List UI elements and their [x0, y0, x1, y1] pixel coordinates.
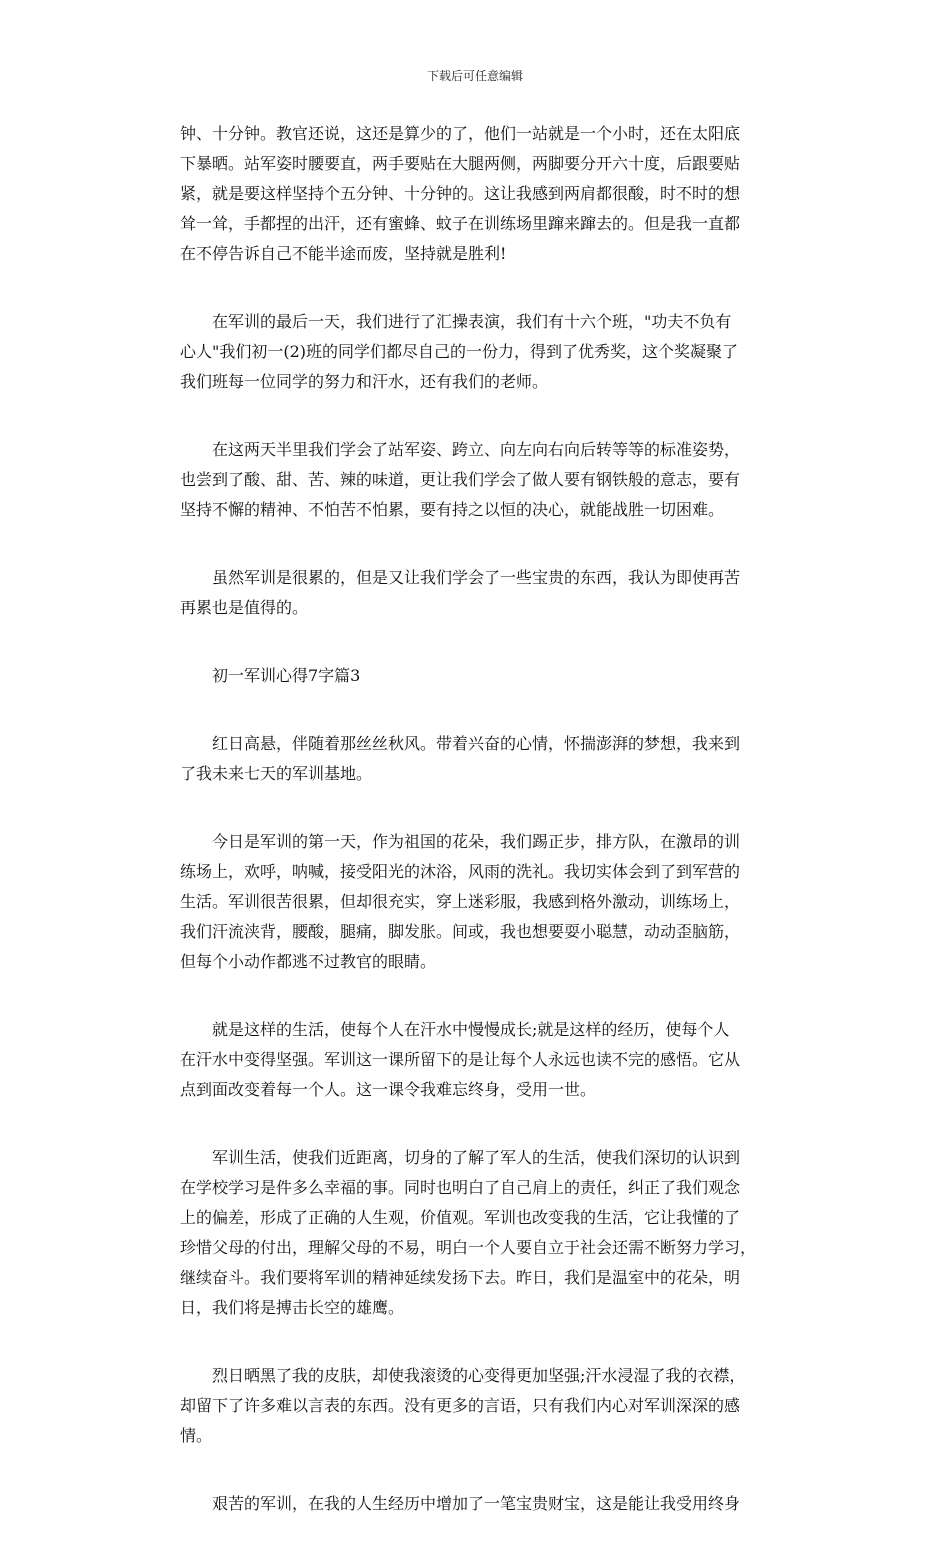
text-line: 我们汗流浃背，腰酸，腿痛，脚发胀。间或，我也想要耍小聪慧，动动歪脑筋， [180, 922, 741, 941]
text-line: 我们班每一位同学的努力和汗水，还有我们的老师。 [180, 372, 549, 391]
text-line: 初一军训心得7字篇3 [212, 666, 361, 685]
text-line: 在不停告诉自己不能半途而废，坚持就是胜利! [180, 244, 507, 263]
text-line: 下暴晒。站军姿时腰要直，两手要贴在大腿两侧，两脚要分开六十度，后跟要贴 [180, 154, 741, 173]
text-line: 在汗水中变得坚强。军训这一课所留下的是让每个人永远也读不完的感悟。它从 [180, 1050, 741, 1069]
text-line: 了我未来七天的军训基地。 [180, 764, 373, 783]
text-line: 烈日晒黑了我的皮肤，却使我滚烫的心变得更加坚强;汗水浸湿了我的衣襟， [212, 1366, 746, 1385]
text-line: 点到面改变着每一个人。这一课令我难忘终身，受用一世。 [180, 1080, 597, 1099]
text-line: 在这两天半里我们学会了站军姿、跨立、向左向右向后转等等的标准姿势， [212, 440, 741, 459]
text-line: 继续奋斗。我们要将军训的精神延续发扬下去。昨日，我们是温室中的花朵，明 [180, 1268, 741, 1287]
paragraph [180, 307, 774, 397]
paragraph [180, 827, 774, 977]
text-line: 上的偏差，形成了正确的人生观，价值观。军训也改变我的生活，它让我懂的了 [180, 1208, 741, 1227]
document-body [180, 119, 774, 1557]
text-line: 却留下了许多难以言表的东西。没有更多的言语，只有我们内心对军训深深的感 [180, 1396, 741, 1415]
paragraph [180, 119, 774, 269]
text-line: 军训生活，使我们近距离，切身的了解了军人的生活，使我们深切的认识到 [212, 1148, 741, 1167]
section-heading [180, 661, 774, 691]
page-header [0, 68, 950, 84]
paragraph [180, 563, 774, 623]
paragraph [180, 1143, 774, 1323]
paragraph [180, 1361, 774, 1451]
text-line: 也尝到了酸、甜、苦、辣的味道，更让我们学会了做人要有钢铁般的意志，要有 [180, 470, 741, 489]
text-line: 钟、十分钟。教官还说，这还是算少的了，他们一站就是一个小时，还在太阳底 [180, 124, 741, 143]
paragraph [180, 1489, 774, 1519]
text-line: 日，我们将是搏击长空的雄鹰。 [180, 1298, 405, 1317]
text-line: 生活。军训很苦很累，但却很充实，穿上迷彩服，我感到格外激动，训练场上， [180, 892, 741, 911]
text-line: 但每个小动作都逃不过教官的眼睛。 [180, 952, 437, 971]
paragraph [180, 729, 774, 789]
text-line: 在军训的最后一天，我们进行了汇操表演，我们有十六个班，"功夫不负有 [212, 312, 732, 331]
header-text: 下载后可任意编辑 [426, 69, 523, 83]
paragraph [180, 1015, 774, 1105]
text-line: 耸一耸，手都捏的出汗，还有蜜蜂、蚊子在训练场里蹿来蹿去的。但是我一直都 [180, 214, 741, 233]
text-line: 就是这样的生活，使每个人在汗水中慢慢成长;就是这样的经历，使每个人 [212, 1020, 730, 1039]
text-line: 练场上，欢呼，呐喊，接受阳光的沐浴，风雨的洗礼。我切实体会到了到军营的 [180, 862, 741, 881]
text-line: 情。 [180, 1426, 213, 1445]
text-line: 珍惜父母的付出，理解父母的不易，明白一个人要自立于社会还需不断努力学习， [180, 1238, 757, 1257]
text-line: 坚持不懈的精神、不怕苦不怕累，要有持之以恒的决心，就能战胜一切困难。 [180, 500, 725, 519]
text-line: 心人"我们初一(2)班的同学们都尽自己的一份力，得到了优秀奖，这个奖凝聚了 [180, 342, 739, 361]
text-line: 今日是军训的第一天，作为祖国的花朵，我们踢正步，排方队，在激昂的训 [212, 832, 741, 851]
text-line: 在学校学习是件多么幸福的事。同时也明白了自己肩上的责任，纠正了我们观念 [180, 1178, 741, 1197]
paragraph [180, 435, 774, 525]
text-line: 艰苦的军训，在我的人生经历中增加了一笔宝贵财宝，这是能让我受用终身 [212, 1494, 741, 1513]
text-line: 紧，就是要这样坚持个五分钟、十分钟的。这让我感到两肩都很酸，时不时的想 [180, 184, 741, 203]
text-line: 再累也是值得的。 [180, 598, 309, 617]
text-line: 红日高悬，伴随着那丝丝秋风。带着兴奋的心情，怀揣澎湃的梦想，我来到 [212, 734, 741, 753]
text-line: 虽然军训是很累的，但是又让我们学会了一些宝贵的东西，我认为即使再苦 [212, 568, 741, 587]
